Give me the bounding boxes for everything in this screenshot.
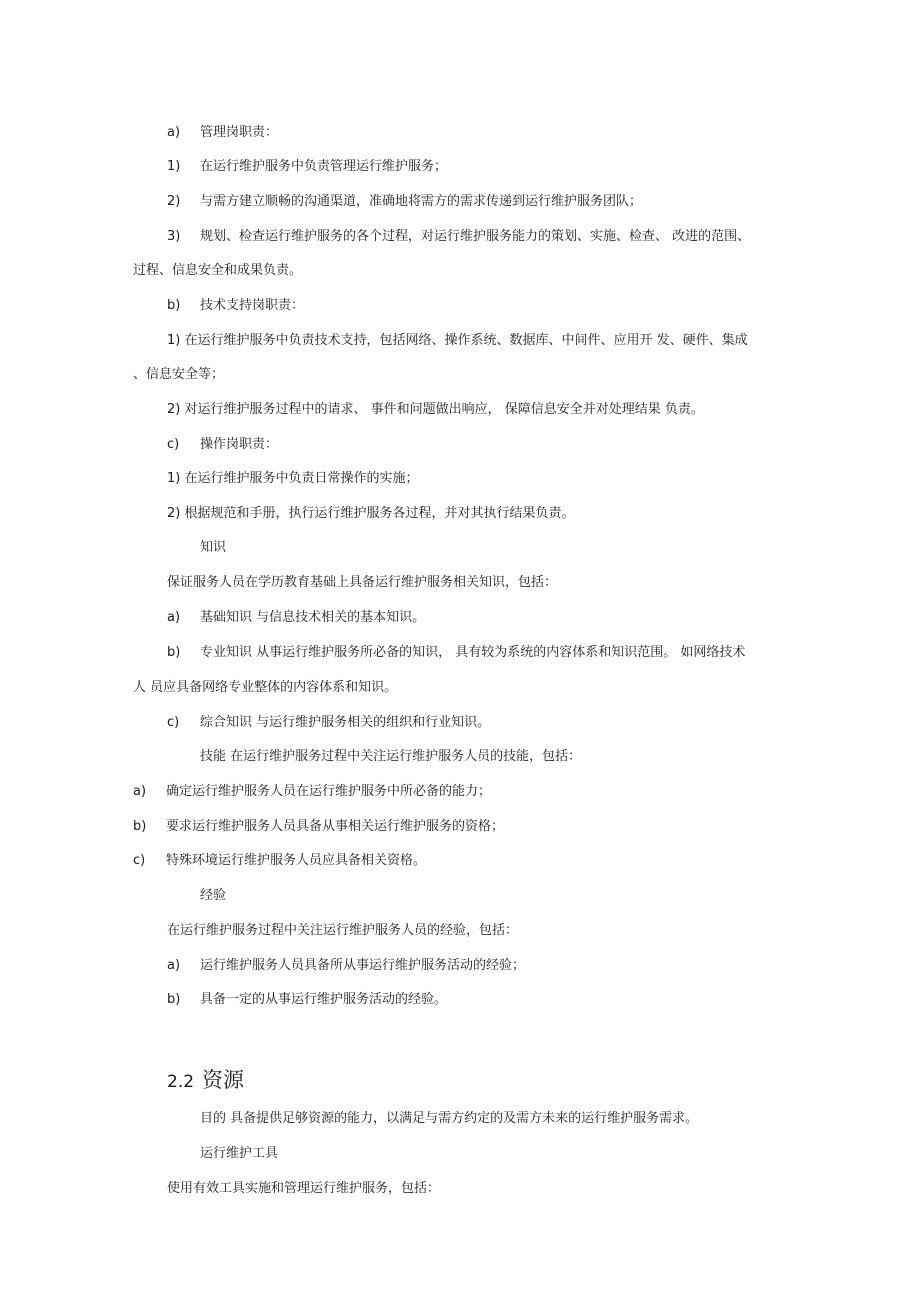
list-item: 要求运行维护服务人员具备从事相关运行维护服务的资格； <box>166 819 505 834</box>
list-marker: b) <box>167 298 181 313</box>
list-item: 2) 对运行维护服务过程中的请求、 事件和问题做出响应， 保障信息安全并对处理结果 负责。 <box>167 402 704 417</box>
list-item-continuation: 、信息安全等； <box>133 367 225 382</box>
list-marker: 2) <box>167 194 181 209</box>
list-item: 具备一定的从事运行维护服务活动的经验。 <box>200 992 448 1007</box>
list-marker: 1) <box>167 159 181 174</box>
paragraph: 使用有效工具实施和管理运行维护服务，包括： <box>167 1181 441 1196</box>
section-title: 资源 <box>202 1068 245 1092</box>
list-marker: a) <box>167 610 181 625</box>
list-marker: a) <box>133 784 147 799</box>
list-item: 专业知识 从事运行维护服务所必备的知识， 具有较为系统的内容体系和知识范围。 如网络技术 <box>200 645 746 660</box>
list-marker: c) <box>167 437 180 452</box>
list-item: 特殊环境运行维护服务人员应具备相关资格。 <box>166 853 427 868</box>
paragraph: 目的 具备提供足够资源的能力，以满足与需方约定的及需方未来的运行维护服务需求。 <box>200 1111 699 1126</box>
list-item: 1) 在运行维护服务中负责日常操作的实施； <box>167 471 419 486</box>
list-item: 与需方建立顺畅的沟通渠道，准确地将需方的需求传递到运行维护服务团队； <box>200 194 643 209</box>
subheading-skills: 技能 在运行维护服务过程中关注运行维护服务人员的技能，包括： <box>200 749 582 764</box>
list-marker: c) <box>133 853 146 868</box>
list-marker: b) <box>167 645 181 660</box>
list-item: 在运行维护服务中负责管理运行维护服务； <box>200 159 448 174</box>
list-item: 运行维护服务人员具备所从事运行维护服务活动的经验； <box>200 958 526 973</box>
list-item: 确定运行维护服务人员在运行维护服务中所必备的能力； <box>166 784 492 799</box>
list-marker: c) <box>167 715 180 730</box>
role-heading-operations: 操作岗职责： <box>200 437 279 452</box>
list-item-continuation: 过程、信息安全和成果负责。 <box>133 263 303 278</box>
list-marker: a) <box>167 125 181 140</box>
role-heading-tech-support: 技术支持岗职责： <box>200 298 305 313</box>
list-item: 基础知识 与信息技术相关的基本知识。 <box>200 610 426 625</box>
list-item-continuation: 人 员应具备网络专业整体的内容体系和知识。 <box>133 680 398 695</box>
subheading-knowledge: 知识 <box>200 540 227 555</box>
list-marker: 3) <box>167 229 181 244</box>
list-item: 1) 在运行维护服务中负责技术支持，包括网络、操作系统、数据库、中间件、应用开 发、硬件、集成 <box>167 333 748 348</box>
list-item: 综合知识 与运行维护服务相关的组织和行业知识。 <box>200 715 491 730</box>
paragraph: 在运行维护服务过程中关注运行维护服务人员的经验，包括： <box>167 923 519 938</box>
paragraph: 保证服务人员在学历教育基础上具备运行维护服务相关知识，包括： <box>167 575 558 590</box>
section-number: 2.2 <box>167 1072 195 1092</box>
list-marker: b) <box>167 992 181 1007</box>
subheading-tools: 运行维护工具 <box>200 1146 279 1161</box>
list-marker: b) <box>133 819 147 834</box>
role-heading-management: 管理岗职责： <box>200 125 279 140</box>
list-marker: a) <box>167 958 181 973</box>
subheading-experience: 经验 <box>200 888 227 903</box>
section-heading-resources <box>167 1066 244 1096</box>
list-item: 规划、检查运行维护服务的各个过程，对运行维护服务能力的策划、实施、检查、 改进的范围、 <box>200 229 751 244</box>
list-item: 2) 根据规范和手册，执行运行维护服务各过程，并对其执行结果负责。 <box>167 506 575 521</box>
